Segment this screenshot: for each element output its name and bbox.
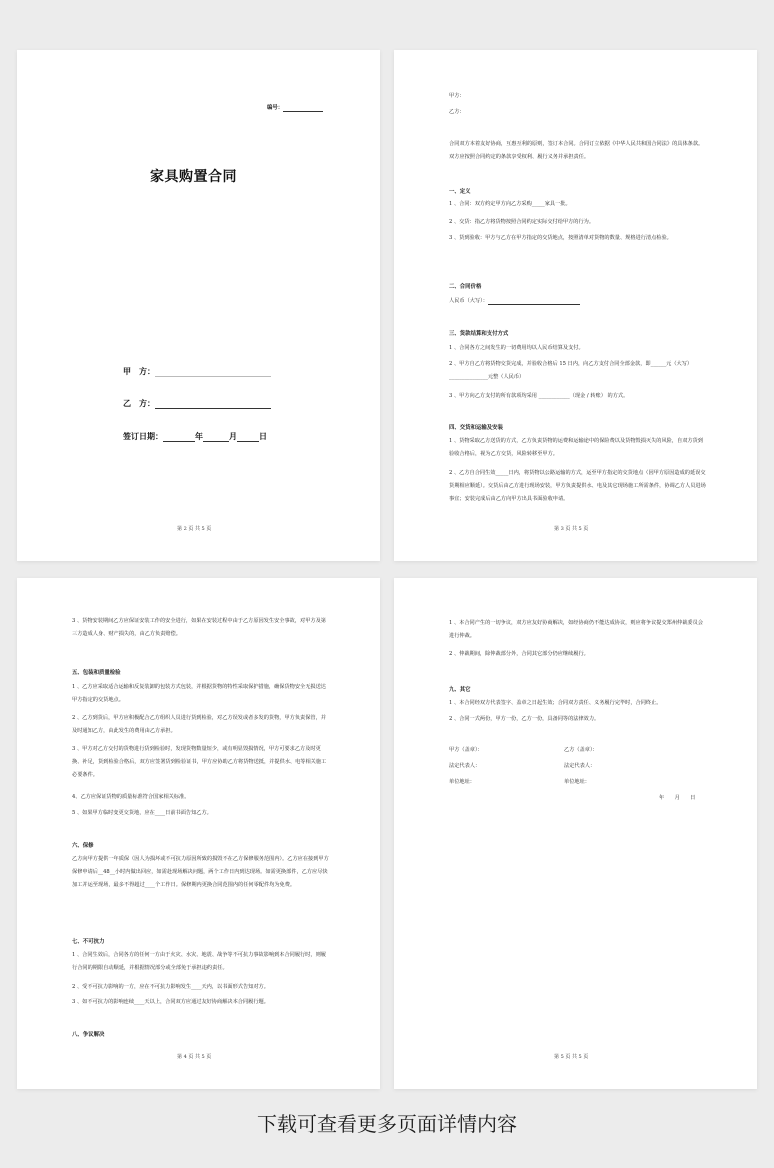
party-a-label: 甲方：	[449, 93, 465, 99]
day-label: 日	[259, 432, 267, 441]
party-b-seal-label: 乙方（盖章）：	[564, 747, 598, 753]
clause-text: 3 、甲方对乙方交付的货物进行货到检验时，发现货物数量短少，或有明显毁损情况，甲方可要求乙方及时更换、补足，货到检验合格后，双方应签署货到检验证书，甲方应协助乙方将货物送抵，并提供水、电等相关施工必要条件。	[72, 746, 327, 778]
clause-text: 5 、如果甲方临时变更交货地，应在____日前书面告知乙方。	[72, 810, 212, 816]
clause-text: 2 、乙方到货后，甲方应积极配合乙方组织人员进行货到检验，对乙方误发或者多发的货物，甲方负责保管，并及时通知乙方，由此发生的费用由乙方承担。	[72, 715, 326, 734]
party-b-row	[123, 398, 271, 409]
clause-text: 1 、乙方应采取适合运输和反复装卸的包装方式包装，并根据货物的特性采取保护措施，确保货物安全无损送达甲方指定的交货地点。	[72, 684, 326, 703]
party-a-label: 甲 方：	[123, 367, 155, 376]
clause-text: 1 、合同生效后，合同各方的任何一方由于火灾、水灾、地震、战争等不可抗力事故影响到本合同履行时，则履行合同的期限自动顺延，并根据情况部分或全部免于承担违约责任。	[72, 952, 326, 971]
party-b-address-label: 单位地址：	[564, 779, 590, 785]
clause-text: 乙方向甲方提供一年质保（因人为损坏或不可抗力原因所致的损毁不在乙方保修服务范围内）。乙方应在接到甲方保修申请后__48__小时内做出回应，如需赴现场解决问题，两个工作日内到达现场。如需更换部件，乙方应尽快加工并运至现场，最多不得超过____个工作日。保修期内更换合同范围内的任何零配件均为免费。	[72, 856, 329, 888]
party-a-seal-label: 甲方（盖章）：	[449, 747, 483, 753]
intro-paragraph: 合同双方本着友好协商，互惠互利的原则，签订本合同。合同订立依据《中华人民共和国合同法》的具体条款。双方应按照合同约定的条款享受权利、履行义务并承担责任。	[449, 141, 704, 160]
party-b-label: 乙方：	[449, 109, 465, 115]
clause-text: 2 、甲方自乙方将货物交货完成，并验收合格后 15 日内，向乙方支付合同全部金款，即______元（大写）_______________元整（人民币）	[449, 361, 693, 380]
clause-text: 4、乙方应保证货物的质量标准符合国家相关标准。	[72, 794, 190, 800]
page-cover	[17, 50, 380, 561]
clause-text: 1 、合同各方之间发生的一切费用均以人民币结算及支付。	[449, 345, 584, 351]
contract-number-label: 编号：	[267, 105, 284, 111]
party-a-rep-label: 法定代表人：	[449, 763, 481, 769]
clause-text: 3 、如不可抗力的影响连续____天以上，合同双方应通过友好协商解决本合同履行题。	[72, 999, 269, 1005]
month-label: 月	[229, 432, 237, 441]
clause-text: 2 、交货：指乙方将货物按照合同约定实际交付给甲方的行为。	[449, 219, 595, 225]
party-b-rep-label: 法定代表人：	[564, 763, 596, 769]
page-footer: 第 2 页 共 5 页	[177, 526, 212, 532]
section-title: 九、其它	[449, 687, 471, 693]
month-line	[203, 432, 229, 442]
section-title: 二、合同价格	[449, 284, 482, 290]
section-title: 八、争议解决	[72, 1032, 105, 1038]
contract-number-line	[283, 105, 323, 112]
page-title: 家具购置合同	[150, 169, 237, 185]
clause-text: 2 、仲裁期间，除仲裁部分外，合同其它部分仍应继续履行。	[449, 651, 589, 657]
section-title: 六、保修	[72, 843, 94, 849]
party-b-line	[155, 399, 271, 409]
section-title: 三、货款结算和支付方式	[449, 331, 509, 337]
sign-date-label: 签订日期：	[123, 432, 163, 441]
price-row	[449, 297, 580, 305]
clause-text: 2 、乙方自合同生效_____日内，将货物以公路运输的方式，运至甲方指定的交货地点（因甲方原因造成的延误交货期相应顺延）。交货后由乙方进行现场安装，甲方负责提供水、电及其它现场施工所需条件，协调乙方人员进场事宜；安装完成后由乙方向甲方出具书面验收申请。	[449, 470, 706, 502]
clause-text: 3 、甲方向乙方支付的所有款项均采用 ____________（现金 / 转账） 的方式。	[449, 393, 629, 399]
clause-text: 1 、合同：双方约定甲方向乙方采购_____家具一批。	[449, 201, 571, 207]
page-footer: 第 4 页 共 5 页	[177, 1054, 212, 1060]
clause-text: 1 、本合同产生的一切争议，双方应友好协商解决，如经协商仍不能达成协议，则应将争议提交郑州仲裁委员会进行仲裁。	[449, 620, 703, 639]
page-footer: 第 3 页 共 5 页	[554, 526, 589, 532]
party-a-address-label: 单位地址：	[449, 779, 475, 785]
section-title: 五、包装和质量检验	[72, 670, 121, 676]
download-caption: 下载可查看更多页面详情内容	[257, 1112, 517, 1136]
page-2	[394, 50, 757, 561]
party-a-line	[155, 367, 271, 377]
sign-date: 年 月 日	[659, 795, 696, 801]
year-line	[163, 432, 195, 442]
clause-text: 3 、货到验收：甲方与乙方在甲方指定的交货地点，按照清单对货物的数量、规格进行清点检验。	[449, 235, 672, 241]
page-4	[394, 578, 757, 1089]
section-title: 四、交货和运输及安装	[449, 425, 503, 431]
page-footer: 第 5 页 共 5 页	[554, 1054, 589, 1060]
price-label: 人民币（大写）：	[449, 298, 488, 304]
section-title: 一、定义	[449, 189, 471, 195]
year-label: 年	[195, 432, 203, 441]
clause-text: 1 、货物采取乙方送货的方式，乙方负责货物的运费和运输途中的保险费以及货物毁损灭失的风险，自双方货到验收合格后，视为乙方交货，风险转移至甲方。	[449, 438, 703, 457]
clause-text: 2 、受不可抗力影响的一方，应在不可抗力影响发生____天内，以书面形式告知对方。	[72, 984, 269, 990]
clause-text: 2 、合同一式两份，甲方一份，乙方一份，具备同等的法律效力。	[449, 716, 600, 722]
page-3	[17, 578, 380, 1089]
clause-text: 1 、本合同经双方代表签字、盖章之日起生效；合同双方责任、义务履行完毕时，合同终止。	[449, 700, 662, 706]
section-title: 七、不可抗力	[72, 939, 105, 945]
day-line	[237, 432, 259, 442]
clause-text: 3 、货物安装期间乙方应保证安装工作的安全进行，如果在安装过程中由于乙方原因发生安全事故，对甲方及第三方造成人身、财产损失的，由乙方负责赔偿。	[72, 618, 326, 637]
party-a-row	[123, 366, 271, 377]
contract-number-field	[267, 104, 323, 112]
sign-date-row	[123, 431, 267, 442]
price-line	[488, 298, 580, 305]
party-b-label: 乙 方：	[123, 399, 155, 408]
